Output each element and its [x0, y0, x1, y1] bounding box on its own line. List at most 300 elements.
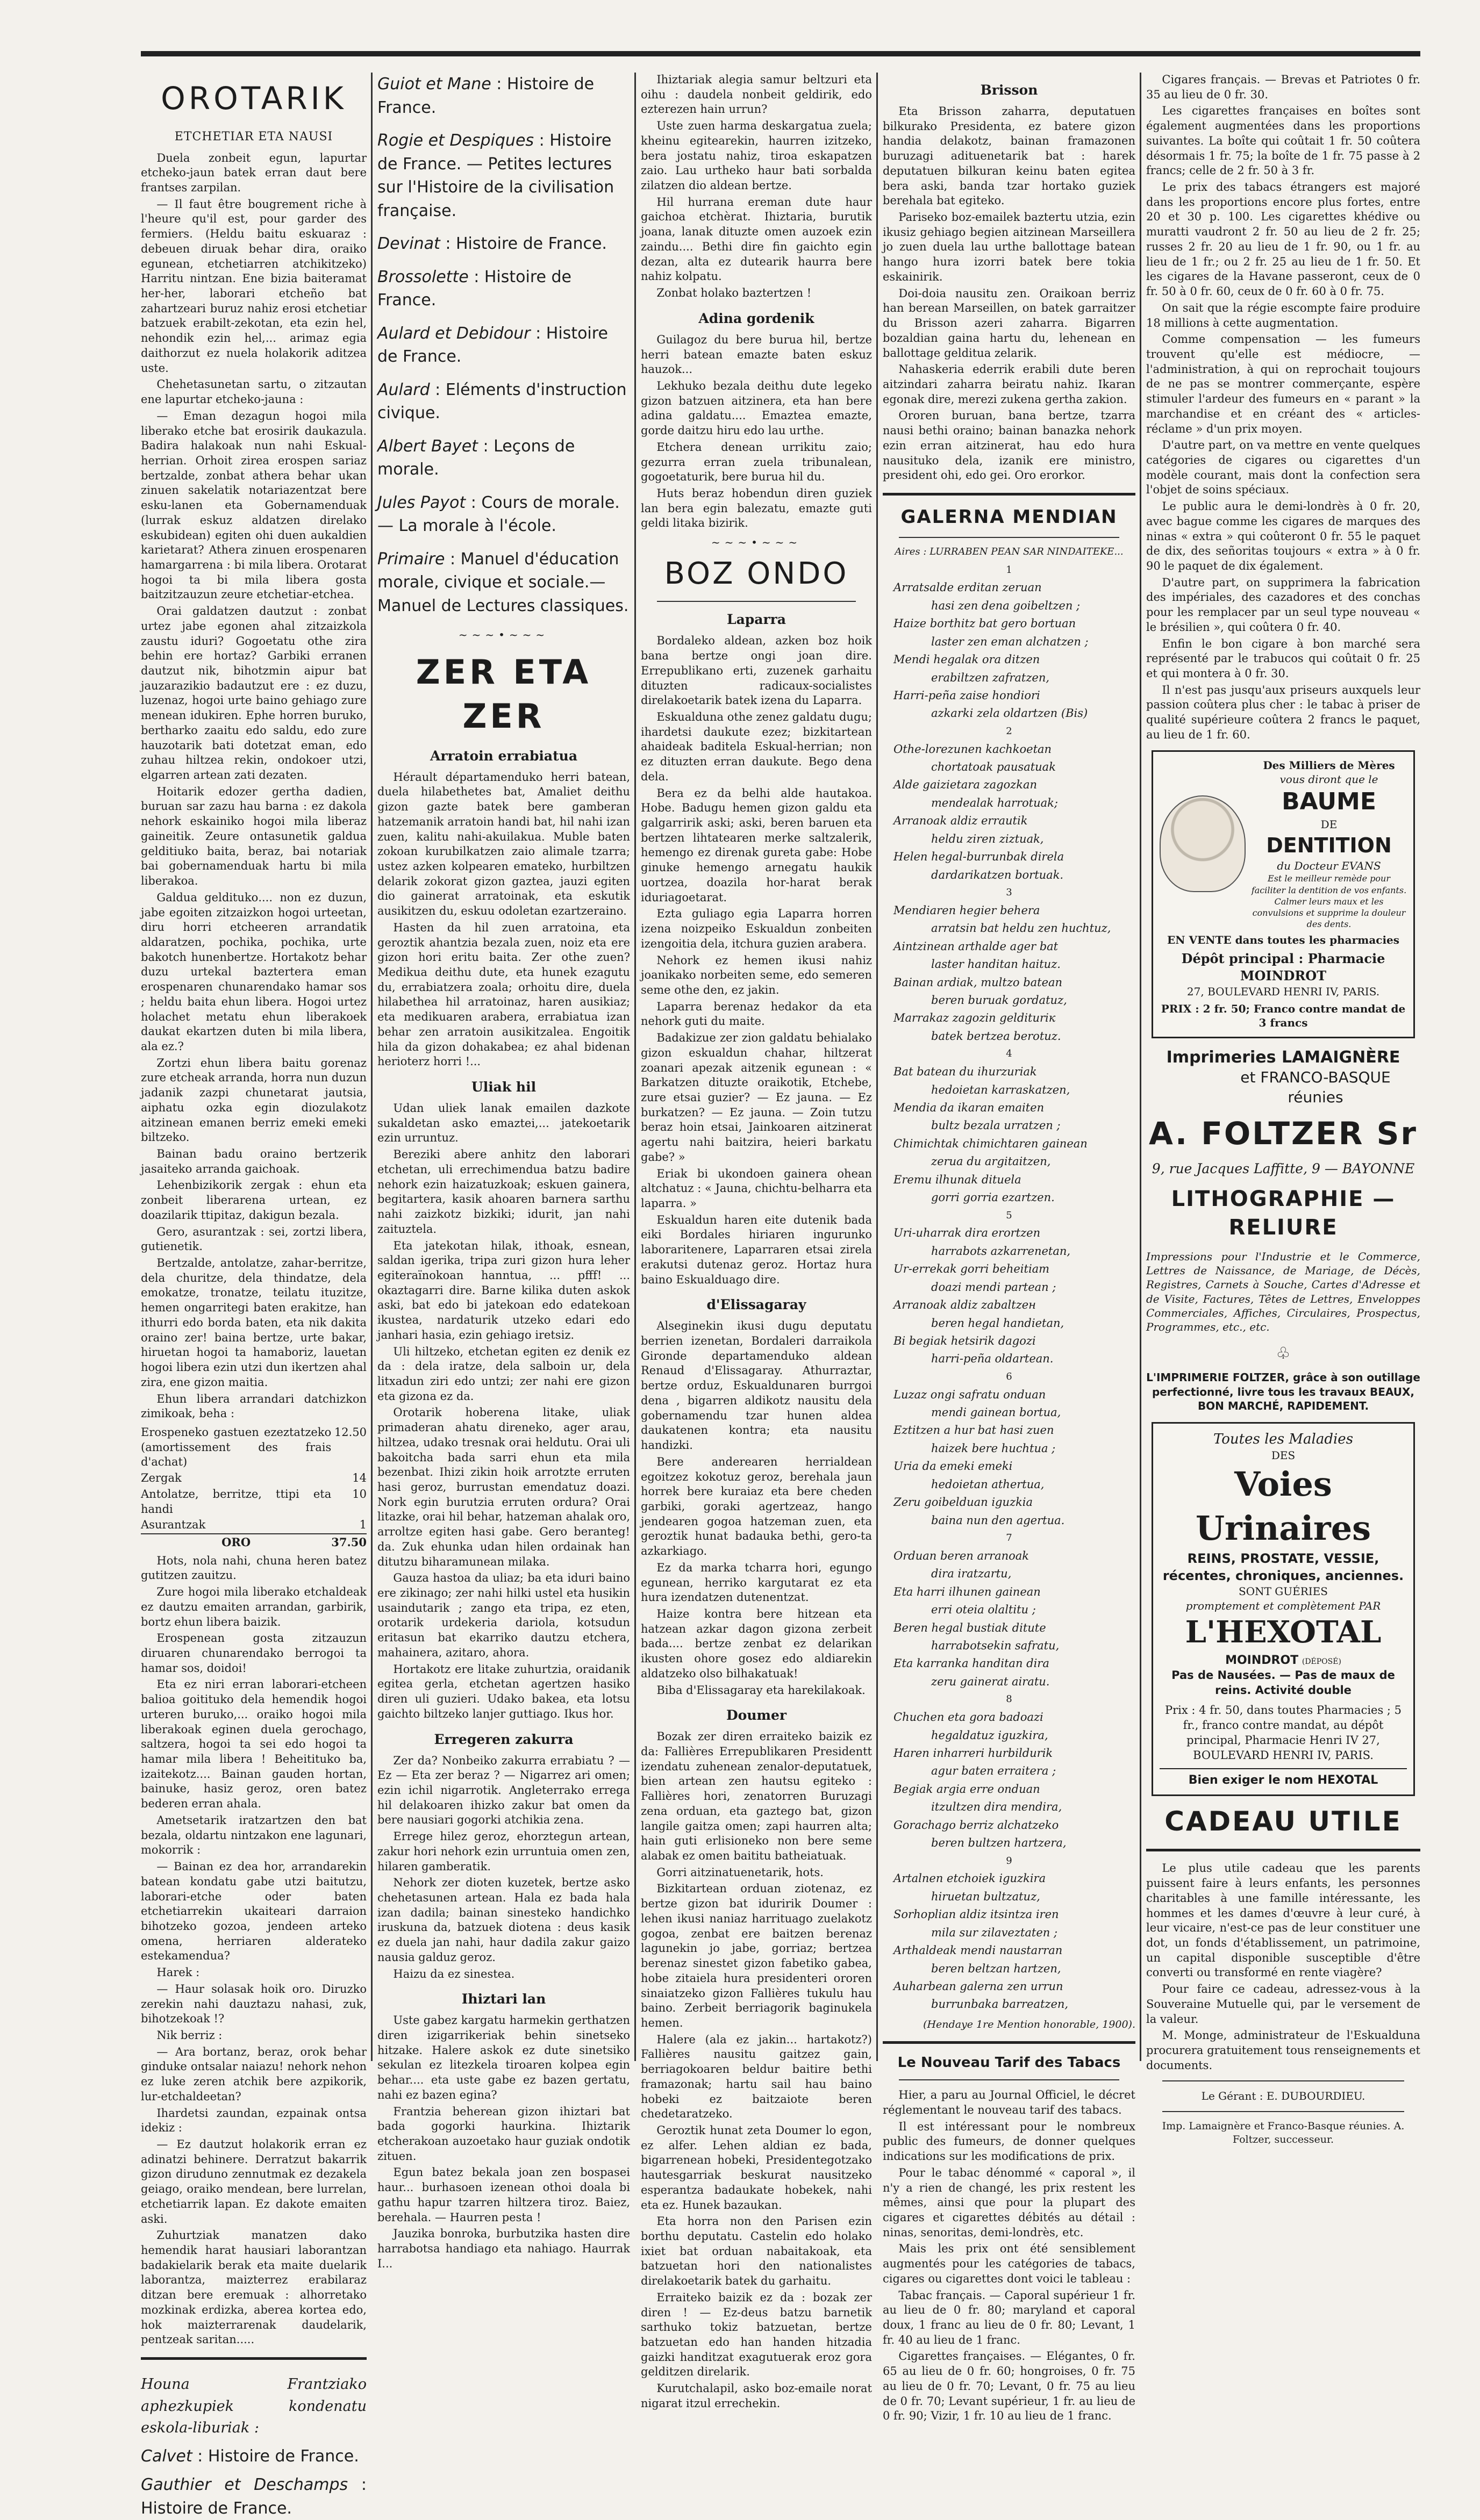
article-body	[141, 151, 367, 1421]
book-author: Rogie et Despiques	[377, 131, 534, 150]
zer-eta-zer-title: ZER ETA ZER	[416, 652, 592, 736]
verse-line: Uri-uharrak dira erortzen	[893, 1226, 1041, 1240]
book-author: Jules Payot	[377, 493, 466, 512]
verse-line: Uria da emeki emeki	[893, 1460, 1013, 1473]
book-entry	[141, 2445, 367, 2468]
account-row	[141, 1425, 367, 1470]
voies-exig: Bien exiger le nom HEXOTAL	[1160, 1768, 1407, 1788]
verse-line: Beren hegal bustiak ditute	[893, 1621, 1046, 1634]
paragraph: Pour le tabac dénommé « caporal », il n'y a rien de changé, les prix restent les mêmes, ainsi que pour la plupart des cigares et cigarettes débités au détail : ninas, senoritas, demi-londrès, etc.	[883, 2166, 1135, 2239]
paragraph: M. Monge, administrateur de l'Eskualduna procurera gratuitement tous renseignements et documents.	[1146, 2029, 1420, 2072]
paragraph: Eskualdun haren eite dutenik bada eiki Bordales hiriaren ingurunko laboraritenere, Laparraren etsai zirela erakutsi dutenaz geroz. Hortaz hura baino Eskualduago dire.	[641, 1213, 872, 1286]
paragraph: Hil hurrana ereman dute haur gaichoa etchèrat. Ihiztaria, burutik joana, lanak dituzte omen auzoek ezin zaindu.... Bethi dire fin gaichto egin dezan, alta ez dutearik haurra bere nahiz kolpatu.	[641, 195, 872, 283]
baume-desc: Est le meilleur remède pour faciliter la dentition de vos enfants. Calmer leurs maux et les convulsions et supprime la douleur des dents.	[1251, 873, 1407, 929]
book-entry	[141, 2473, 367, 2520]
paragraph: Bozak zer diren erraiteko baizik ez da: Fallières Errepublikaren Presidentt izendatu zuhenean zenalor-deputatuek, bien artean zen hautsu egiteko : Fallières hori, zenatorren Buruzagi zena orduan, eta gaztego bat, gizon langile gaitza omen; zapi haurren alta; hain guti erlisioneko non bere seme alabak ez omen baititu batheiatuak.	[641, 1730, 872, 1863]
paragraph: Ehun libera arrandari datchizkon zimikoak, beha :	[141, 1392, 367, 1420]
lithographie-label: LITHOGRAPHIE — RELIURE	[1171, 1186, 1396, 1240]
paragraph: Eta Brisson zaharra, deputatuen bilkurako Presidenta, ez batere gizon handia delakotz, bainan framazonen buruzagi adituenetarik bat : harek deputatuen bilkuran keinu baten egitea bera aski, banda tzar hortako guziek berehala bat egiteko.	[883, 105, 1135, 207]
paragraph: Nik berriz :	[156, 2028, 223, 2042]
hexotal-name: L'HEXOTAL	[1185, 1614, 1382, 1650]
paragraph: Il est intéressant pour le nombreux public des fumeurs, de donner quelques indications sur les modifications de prix.	[883, 2120, 1135, 2163]
account-label: Erospeneko gastuen ezeztatzeko (amortissement des frais d'achat)	[141, 1425, 332, 1469]
verse-line: bultz bezala urratzen ;	[931, 1119, 1061, 1132]
paragraph: Huts beraz hobendun diren guziek lan bera egin balezatu, emazte guti geldi litaka bizirik.	[641, 486, 872, 530]
paragraph: Zure hogoi mila liberako etchaldeak ez dautzu emaiten arrandan, garbirik, bortz ehun libera baizik.	[141, 1585, 367, 1628]
paragraph: — Ara bortanz, beraz, orok behar ginduke ontsalar naiazu! nehork nehon ez luke zeren atchik bere azpikorik, lur-etchaldeetan?	[141, 2045, 367, 2103]
voies-t2: DES	[1271, 1448, 1296, 1462]
verse-line: Zeru goibelduan iguzkia	[893, 1496, 1033, 1509]
paragraph: Erospenean gosta zitzauzun diruaren chunarendako berrogoi ta hamar sos, doidoi!	[141, 1632, 367, 1675]
section-divider	[883, 2041, 1135, 2044]
stanza-number: 6	[1006, 1370, 1012, 1382]
column-4	[883, 73, 1135, 2423]
paragraph: Haizu da ez sinestea.	[393, 1967, 515, 1980]
paragraph: Hoitarik edozer gertha dadien, buruan sar zazu hau barna : ez dakola nehork eskainiko hogoi mila liberaz gaineitik. Zeure ontasunetik galdua gelditiuko baita, beraz, bai notariak bai gobernamenduak hartu bi mila liberakoa.	[141, 785, 367, 888]
paragraph: Orotarik hoberena litake, uliak primaderan ahatu direnekо, ager arau, hiltzea, udako tresnak orai heldutu. Orai uli bakoitcha bada sarri ehun eta mila bezenbat. Ihizi zikin hoik arrotzte erruten hasi geroz, burrustan emendatuz doazi. Nork egin burutzia erruten ordura? Orai litazke, orai hil behar, hatzeman ahalak oro, arroltze egiten hasi gabe. Gero beranteg! da. Zuk ehunka udan hilen ordainak han ditutzu biharamunean milaka.	[377, 1406, 630, 1568]
account-total-value: 37.50	[331, 1534, 367, 1550]
book-author: Gauthier et Deschamps	[141, 2475, 348, 2495]
verse-line: erri oteia olaltitu ;	[931, 1603, 1036, 1617]
paragraph: Bainan badu oraino bertzerik jasaiteko arranda gaichoak.	[141, 1147, 367, 1175]
voies-t7: Pas de Nausées. — Pas de maux de reins. Activité double	[1171, 1669, 1395, 1697]
verse-line: Bainan ardiak, multzo batean	[893, 975, 1063, 989]
paragraph: Ihiztariak alegia samur beltzuri eta oihu : daudela nonbeit geldirik, edo ezterezen hain urrun?	[641, 73, 872, 116]
verse-line: gorri gorria ezartzen.	[931, 1191, 1055, 1204]
book-author: Aulard et Debidour	[377, 324, 531, 343]
column-rule	[634, 73, 636, 2061]
verse-line: Aintzinean arthalde ager bat	[893, 939, 1059, 953]
paragraph: Etchera denean urrikitu zaio; gezurra erran zuela tribunalean, gogoetaturik, bere burua hil du.	[641, 440, 872, 484]
section-divider	[883, 493, 1135, 496]
erregeren-headline: Erregeren zakurra	[434, 1731, 574, 1747]
paragraph: Lekhuko bezala deithu dute legeko gizon batzuen aitzinera, eta han bere adina galdatu.... Emaztea emazte, gorde daitzu hiru edo lau urthe.	[641, 379, 872, 437]
verse-line: Begiak argia erre onduan	[893, 1782, 1040, 1796]
verse-line: Alde gaizietara zagozkan	[893, 778, 1038, 792]
book-title: : Histoire de France.	[440, 234, 607, 253]
verse-line: Haize borthitz bat gero bortuan	[893, 617, 1076, 630]
hexotal-advert	[1152, 1422, 1415, 1797]
paragraph: Enfin le bon cigare à bon marché sera représenté par le trabucos qui coûtait 0 fr. 25 et qui montera à 0 fr. 30.	[1146, 637, 1420, 680]
stanza-number: 2	[1006, 725, 1012, 737]
paragraph: Nehork ez hemen ikusi nahiz joanikako norbeiten seme, edo semeren seme othe den, ez jakin.	[641, 953, 872, 996]
verse-line: hedoietan athertua,	[931, 1477, 1045, 1491]
verse-line: Harri-peña zaise hondiori	[893, 688, 1040, 702]
verse-line: mendealak harrotuak;	[931, 796, 1058, 809]
voies-t4: récentes, chroniques, anciennes.	[1162, 1568, 1404, 1583]
paragraph: D'autre part, on va mettre en vente quelques catégories de cigares ou cigarettes d'un modèle courant, mais dont la confection sera l'objet de soins spéciaux.	[1146, 439, 1420, 497]
arratoin-body	[377, 770, 630, 1069]
verse-line: laster zen eman alchatzen ;	[931, 635, 1089, 648]
stanza-number: 5	[1006, 1209, 1012, 1221]
doumer-body	[641, 1729, 872, 2411]
verse-line: Arranoak aldiz errautik	[893, 814, 1028, 828]
baume-top: Des Milliers de Mères	[1263, 758, 1395, 772]
paragraph: Eta jatekotan hilak, ithoak, esnean, saldan igerika, tripa zuri gizon hura leher egiteraïnokoan hanntua, ... pfff! ... okaztagarri dire. Barne kilika duten askok aski, bat edo bi jatekoan edo edatekoan ikustea, nardaturik utzeko edari edo janhari hasia, ezin gehiago iretsiz.	[377, 1239, 630, 1341]
paragraph: Haize kontra bere hitzean eta hatzean azkar dagon gizona zerbeit bada.... bertze zenbat ez delarikan ikusten ohore gosez edo aldiarekin aldatzeko olso bilhakatuak!	[641, 1607, 872, 1680]
column-3	[641, 73, 872, 2410]
paragraph: Ez da marka tcharra hori, egungo egunean, herriko kargutarat ez eta hura izendatzen dutenentzat.	[641, 1561, 872, 1604]
verse-line: Sorhoplian aldiz itsintza iren	[893, 1908, 1059, 1921]
paragraph: Doi-doia nausitu zen. Oraikoan berriz han berean Marseillen, on batek garraitzer du Brisson azeri zaharra. Bigarren bozaldian gaina hartu du, lehenean en ballottage gelditua zelarik.	[883, 286, 1135, 360]
paragraph: Udan uliek lanak emailen dazkote sukaldetan asko emaztei,... jatekoetarik ezin urruntuz.	[377, 1102, 630, 1145]
paragraph: Errege hilez geroz, ehorztegun artean, zakur hori nehork ezin urruntuia omen zen, hilaren gamberatik.	[377, 1830, 630, 1873]
zer-eta-zer-section	[377, 650, 630, 2272]
verse-line: Artalnen etchoiek iguzkira	[893, 1872, 1046, 1885]
verse-line: Mendia da ikaran emaiten	[893, 1101, 1045, 1114]
book-title: : Leçons de morale.	[377, 436, 575, 479]
tarif-body	[883, 2088, 1135, 2424]
paragraph: Eta ez niri erran laborari-etcheen balioa goitituko dela hemendik hogoi urteren buruko,... oraiko hogoi mila liberakoak eginen duela gerochago, saltzera, hogoi ta sei edo hogoi ta hamar mila libera ! Beheitituko ba, izaitekotz.... Bainan gauden hortan, bainuke, hasiz geroz, oren batez bederen erran ahala.	[141, 1678, 367, 1811]
verse-line: haizek bere huchtua ;	[931, 1441, 1056, 1455]
baby-illustration-icon	[1160, 795, 1246, 892]
verse-line: hedoietan karraskatzen,	[931, 1083, 1070, 1096]
newspaper-page	[141, 51, 1420, 2518]
banned-books-list-continued	[377, 73, 630, 618]
verse-line: heldu ziren ziztuak,	[931, 832, 1044, 845]
verse-line: Auharbean galerna zen urrun	[893, 1979, 1063, 1993]
paragraph: Nehork zer dioten kuzetek, bertze asko chehetasunen artean. Hala ez bada hala izan dadila; bainan sinesteko handichko iruskuna da, batzuek diotena : deus kasik ez duela jan nahi, haur dadila zakur gaizo nausia galduz geroz.	[377, 1876, 630, 1964]
galerna-title: GALERNA MENDIAN	[900, 506, 1118, 528]
verse-line: hegaldatuz iguzkira,	[931, 1728, 1048, 1742]
poem-note: (Hendaye 1re Mention honorable, 1900).	[923, 2018, 1135, 2030]
stanza-number: 3	[1006, 887, 1012, 899]
tarif-headline: Le Nouveau Tarif des Tabacs	[897, 2054, 1121, 2071]
account-value: 12.50	[334, 1425, 367, 1439]
column-rule	[876, 73, 878, 2061]
erregeren-body	[377, 1754, 630, 1982]
paragraph: Cigares français. — Brevas et Patriotes 0 fr. 35 au lieu de 0 fr. 30.	[1146, 73, 1420, 101]
verse-line: mila sur zilaveztaten ;	[931, 1926, 1058, 1939]
verse-line: Eta harri ilhunen gainean	[893, 1585, 1041, 1598]
paragraph: Mais les prix ont été sensiblement augmentés pour les catégories de tabacs, cigares ou cigarettes dont voici le tableau :	[883, 2242, 1135, 2285]
verse-line: beren bultzen hartzera,	[931, 1836, 1067, 1850]
book-entry	[377, 232, 630, 256]
book-entry	[377, 435, 630, 482]
baume-name2: DENTITION	[1266, 833, 1392, 857]
baume-address: 27, BOULEVARD HENRI IV, PARIS.	[1186, 985, 1380, 998]
verse-line: Bi begiak hetsirik dagozi	[893, 1334, 1036, 1347]
book-title: : Cours de morale. — La morale à l'école.	[377, 493, 620, 535]
paragraph: On sait que la régie escompte faire produire 18 millions à cette augmentation.	[1146, 301, 1420, 329]
paragraph: Laparra berenaz hedakor da eta nehork guti du maite.	[641, 1000, 872, 1028]
account-total-label: ORO	[141, 1534, 331, 1550]
voies-t6: promptement et complètement PAR	[1185, 1599, 1381, 1612]
paragraph: Hots, nola nahi, chuna heren batez gutitzen zauitzu.	[141, 1554, 367, 1582]
verse-line: laster handitan haituz.	[931, 958, 1061, 971]
doumer-headline: Doumer	[726, 1707, 787, 1724]
ihiztari-body	[377, 2013, 630, 2271]
hexotal-depose: (DÉPOSÉ)	[1302, 1657, 1341, 1667]
galerna-airs: Aires : LURRABEN PEAN SAR NINDAITEKE...	[895, 545, 1124, 557]
book-entry	[377, 265, 630, 312]
verse-line: Haren inharreri hurbildurik	[893, 1746, 1053, 1760]
arratoin-headline: Arratoin errabiatua	[430, 748, 578, 764]
paragraph: Jauzika bonroka, burbutzika hasten dire harrabotsa handiago eta nahiago. Haurrak I...	[377, 2227, 630, 2270]
paragraph: Hier, a paru au Journal Officiel, le décret réglementant le nouveau tarif des tabacs.	[883, 2088, 1135, 2116]
verse-line: Eta karranka handitan dira	[893, 1657, 1049, 1670]
article-subtitle: ETCHETIAR ETA NAUSI	[174, 130, 333, 143]
book-author: Aulard	[377, 380, 430, 399]
paragraph: Egun batez bekala joan zen bospasei haur... burhasoen izenean othoi doala bi gathu hapur tzarren hiltzera tiroz. Baiez, berehala. — Haurren pesta !	[377, 2166, 630, 2224]
voies-prix: Prix : 4 fr. 50, dans toutes Pharmacies ; 5 fr., franco contre mandat, au dépôt principal, Pharmacie Henri IV 27, BOULEVARD HENRI IV, PARIS.	[1164, 1704, 1402, 1762]
orotarik-title: OROTARIK	[161, 80, 347, 117]
section-divider	[141, 2357, 367, 2360]
article-body-continued	[141, 1554, 367, 2347]
book-title: : Histoire de France.	[377, 324, 608, 366]
paragraph: Le plus utile cadeau que les parents puissent faire à leurs enfants, les personnes charitables à une famille intéressante, les hommes et les dames d'œuvre à leur curé, à leur vicaire, n'est-ce pas de leur constituer une dot, un fonds d'établissement, un patrimoine, un capital disponible susceptible d'être converti ou transformé en rente viagère?	[1146, 1862, 1420, 1979]
verse-line: mendi gainean bortua,	[931, 1406, 1061, 1419]
account-label: Zergak	[141, 1471, 182, 1485]
paragraph: Bordaleko aldean, azken boz hoik bana bertze ongi joan dire. Errepublikano erti, zuzenek garhaitu dituzten radicaux-socialistes direlakoetarik batek izena du Laparra.	[641, 634, 872, 707]
stanza-number: 9	[1006, 1855, 1012, 1866]
book-title: : Histoire de France.	[141, 2475, 367, 2518]
baume-depot: Dépôt principal : Pharmacie MOINDROT	[1181, 951, 1385, 984]
column-2	[377, 73, 630, 2270]
paragraph: Cigarettes françaises. — Elégantes, 0 fr. 65 au lieu de 0 fr. 60; hongroises, 0 fr. 75 au lieu de 0 fr. 70; Levant, 0 fr. 75 au lieu de 0 fr. 70; Levant supérieur, 1 fr. au lieu de 0 fr. 90; Vizir, 1 fr. 10 au lieu de 1 franc.	[883, 2350, 1135, 2423]
paragraph: Bere anderearen herrialdean egoitzez kokotuz geroz, berehala jaun horrek bere kuraiaz eta bere cheden garbiki, goraki agertzeaz, hango jendearen gogoa hatzeman zuen, eta geroztik hunat badauka bethi, gero-ta azkarkiago.	[641, 1455, 872, 1558]
paragraph: Duela zonbeit egun, lapurtar etcheko-jaun batek erran daut bere frantses zarpilan.	[141, 151, 367, 195]
foltzer-tagline: L'IMPRIMERIE FOLTZER, grâce à son outillage perfectionné, livre tous les travaux BEAUX, BON MARCHÉ, RAPIDEMENT.	[1146, 1371, 1420, 1413]
paragraph: Orai galdatzen dautzut : zonbat urtez jabe egonen ahal zitzaizkola zaustu iduri? Gogoetatu othe zira behin ere hortaz? Garbiki erranen dautzut nik, bihotzmin aipur bat jauzarazikio badautzut ere : ez duzu, luzenaz, hogoi urte baino gehiago zure menean idukiren. Ephe horren buruko, bertharko zaaitu edo saldu, edo zure hauzotarik bati dotetzat eman, edo zuhau hiltzea rekin, ondokoer utzi, elgarren artean zati dezaten.	[141, 605, 367, 782]
paragraph: Ezta guliago egia Laparra horren izena noizpeiko Eskualdun zonbeiten izengoitia dela, itchura guzien arabera.	[641, 907, 872, 950]
verse-line: Eremu ilhunak dituela	[893, 1173, 1021, 1186]
verse-line: Arranoak aldiz zabaltzeн	[893, 1298, 1036, 1312]
account-value: 14	[352, 1471, 367, 1485]
account-row	[141, 1470, 367, 1487]
paragraph: Uste gabez kargatu harmekin gerthatzen diren izigarrikeriak behin sinetseko hitzake. Halere askok ez dute sinetsiko sekulan ez litezkela tiroaren kolpea egin behar.... eta uste gabe ez bazen gertatu, nahi ez bazen egina?	[377, 2014, 630, 2101]
verse-line: batek bertzea berotuz.	[931, 1029, 1061, 1043]
imprimeries-name: Imprimeries LAMAIGNÈRE	[1166, 1047, 1400, 1067]
section-divider	[1162, 2111, 1404, 2112]
paragraph: Hasten da hil zuen arratoina, eta geroztik ahantzia bezala zuen, noiz eta ere gizon hori eritu baita. Zer othe zuen? Medikua deithu dute, eta hunek ezagutu du, errabiatzera zoala; orhoitu dire, duela hilabethea hil arratoinaz, haren ausikiaz; eta medikuaren arabera, errabiatua izan behar zen arratoin ausikitzalea. Engoitik hila da gizon dohakabea; ez ahal bidenan herioterz horri !...	[377, 921, 630, 1068]
title-underline	[1146, 1849, 1420, 1851]
verse-line: Gorachago berriz alchatzeko	[893, 1818, 1059, 1832]
uliak-body	[377, 1101, 630, 1721]
verse-line: azkarki zela oldartzen (Bis)	[931, 707, 1088, 720]
paragraph: Le prix des tabacs étrangers est majoré dans les proportions encore plus fortes, entre 20 et 30 p. 100. Les cigarettes khédive ou muratti vaudront 2 fr. 50 au lieu de 2 fr. 25; russes 2 fr. 20 au lieu de 1 fr. 90, ou 1 fr. au lieu de 1 fr.; ou 2 fr. 25 au lieu de 1 fr. 50. Et les cigares de la Havane passeront, ceux de 0 fr. 50 à 0 fr. 60, ceux de 0 fr. 60 à 0 fr. 75.	[1146, 181, 1420, 298]
account-table	[141, 1425, 367, 1550]
book-author: Brossolette	[377, 267, 469, 286]
banned-books-list	[141, 2445, 367, 2520]
verse-line: beren buruak gordatuz,	[931, 994, 1067, 1007]
paragraph: Gero, asurantzak : sei, zortzi libera, gutienetik.	[141, 1225, 367, 1253]
baume-text	[1251, 758, 1407, 930]
verse-line: dira iratzartu,	[931, 1567, 1012, 1581]
verse-line: doazi mendi partean ;	[931, 1280, 1056, 1294]
uliak-headline: Uliak hil	[471, 1079, 537, 1095]
paragraph: Eskualduna othe zenez galdatu dugu; ihardetsi daukute ezez; bizkitartean ahaideak baditela Eskual-herrian; non ez dituzten erran daukute. Bego dena dela.	[641, 710, 872, 783]
boz-ondo-title: BOZ ONDO	[664, 556, 849, 591]
paragraph: Guilagoz du bere burua hil, bertze herri batean emazte baten eskuz hauzok...	[641, 333, 872, 376]
book-entry	[377, 491, 630, 538]
paragraph: Zortzi ehun libera baitu gorenaz zure etcheak arranda, horra nun duzun jadanik zazpi chunetarat jautsia, aiphatu ozka egin diozulakotz aitzinean emanen berriz emeki emeki biltzeko.	[141, 1056, 367, 1144]
paragraph: Ametsetarik iratzartzen den bat bezala, oldartu nintzakon ene lagunari, mokorrik :	[141, 1813, 367, 1857]
imprimeries-advert	[1146, 1047, 1420, 1413]
brisson-headline: Brisson	[980, 82, 1038, 98]
paragraph: Galdua gelditukо.... non ez duzun, jabe egoiten zitzaizkon hogoi urteetan, diru horri etcheeren arrandatik aldaratzen, pochika, pochika, urte bakotch hunenbertze. Hortakotz behar duzu urtekal baztertera eman erospenaren chunarendako hamar sos ; heldu baita ehun libera. Hogoi urtez holachet metatu ehun liberakoek daukat ekartzen duten bi mila libera, ala ez.?	[141, 891, 367, 1053]
account-label: Antolatze, berritze, ttipi eta handi	[141, 1487, 332, 1516]
title-underline	[899, 2079, 1119, 2080]
paragraph: D'autre part, on supprimera la fabrication des impériales, des cazadores et des conchas pour les remplacer par un seul type nouveau « le brésilien », qui coûtera 0 fr. 40.	[1146, 576, 1420, 634]
paragraph: Lehenbizikorik zergak : ehun eta zonbeit liberarena urtean, ez doazilarik ttipitaz, dakigun bezala.	[141, 1179, 367, 1222]
paragraph: Harek :	[156, 1966, 200, 1979]
book-author: Calvet	[141, 2446, 192, 2466]
paragraph: Zuhurtziak manatzen dako hemendik harat hausiari laborantzan badakielarik berak eta maite duelarik laborantza, maizterrez erabilaraz ditzan bere eremuak : alhorretako mozkinak erdizka, aberea kortea edo, hok maizterrarenak daudelarik, pentzeak saritan.....	[141, 2229, 367, 2346]
verse-line: Luzaz ongi safratu onduan	[893, 1388, 1046, 1401]
verse-line: harri-peña oldartean.	[931, 1352, 1054, 1366]
voies-t1: Toutes les Maladies	[1213, 1431, 1354, 1447]
verse-line: harrabots azkarrenetan,	[931, 1244, 1071, 1258]
cadeau-body	[1146, 1861, 1420, 2073]
baume-de: DE	[1320, 818, 1338, 831]
book-author: Guiot et Mane	[377, 75, 491, 94]
paragraph: Frantzia beherean gizon ihiztari bat bada gogorki haurkina. Ihiztarik etcherakoan auzoetako haur guziak ondotik zituen.	[377, 2105, 630, 2163]
paragraph: Il n'est pas jusqu'aux priseurs auxquels leur passion coûtera plus cher : le tabac à priser de qualité supérieure coûtera 2 francs le paquet, au lieu de 1 fr. 60.	[1146, 683, 1420, 741]
baume-top2: vous diront que le	[1279, 773, 1378, 786]
ornament-divider: ~~~•~~~	[458, 628, 549, 641]
paragraph: Halere (ala ez jakin... hartakotz?) Fallières nausitu gaitzez gain, berriagokoaren beldur baitire bethi framazonak; hartu sail hau baino hobeki ez baitzaiote beren chedetaratzeko.	[641, 2033, 872, 2121]
account-row	[141, 1517, 367, 1534]
paragraph: Hérault départamenduko herri batean, duela hilabethetes bat, Amaliet deithu gizon gazte batek bere gamberan hatzemanik arratoin handi bat, hil nahi izan zuen, kalitu nahi-akuilakua. Muble baten zokoan kurubilkatzen zaio alimale tzarra; ustez azken kolpearen emateko, hurbiltzen delarik zokorat gizon gaztea, jauzi egiten dio gainerat arratoinak, eta eskutik ausikitzen du, eskuu odoletan ezartzeraino.	[377, 770, 630, 918]
adina-body	[641, 333, 872, 531]
paragraph: Pariseko boz-emailek baztertu utzia, ezin ikusiz gehiago begien aitzinean Marseillera jo zuen duela lau urthe ballottage batean hango hura izorri batek bere tokia eskainirik.	[883, 211, 1135, 283]
stanza-number: 8	[1006, 1693, 1012, 1705]
paragraph: Pour faire ce cadeau, adressez-vous à la Souveraine Mutuelle qui, par le versement de la valeur.	[1146, 1983, 1420, 2026]
paragraph: — Ez dautzut holakorik erran ez adinatzi behinere. Derratzut bakarrik gizon diruduno zennutmak ez dezakela geiago, oraiko mendean, bere lurrelan, etchetiarrik lapan. Ez dakote emaiten aski.	[141, 2138, 367, 2225]
brisson-body	[883, 104, 1135, 483]
column-rule	[371, 73, 373, 2061]
paragraph: Badakizue zer zion galdatu behialako gizon eskualdun chahar, hiltzerat zoanari apezak aitzenik egunean : « Barkatzen dituzte oraikotik, Etchebe, zure etsai guzier? — Ez jauna. — Ez burkatzen? — Ez jauna. — Zoin tutzu beraz hoin etsai, Jainkoaren aitzinerat agertu nahi baitzira, heieri barkatu gabe? »	[641, 1031, 872, 1164]
account-total-row	[141, 1534, 367, 1550]
paragraph: Eta horra non den Parisen ezin borthu deputatu. Castelin edo holako ixiet bat orduan nabaitakoak, eta batzuetan hori den nationalistes direlakoetarik batek du garhaitu.	[641, 2215, 872, 2288]
paragraph: Bizkitartean orduan ziotenaz, ez bertze gizon bat iduririk Doumer : lehen ikusi naniaz harrituago zuelakotz gogoa, zenbat ere baitzen berenaz lagunekin jo jabe, gorriaz; bertzea berenaz sinestet gizon fabetiko gabea, hobe zitaiela hura presidenteri ororen sinaiatzeko gizon Fallières tukulu hau baino. Zerbeit berriagorik baginukela hemen.	[641, 1882, 872, 2029]
hexotal-moindrot: MOINDROT	[1225, 1654, 1299, 1668]
verse-line: Bat batean du ihurzuriak	[893, 1065, 1037, 1079]
column-rule	[1140, 73, 1141, 2061]
book-author: Primaire	[377, 549, 445, 569]
laparra-headline: Laparra	[727, 612, 786, 628]
book-title: : Histoire de France. — Petites lectures sur l'Histoire de la civilisation française.	[377, 131, 614, 220]
paragraph: — Haur solasak hoik oro. Diruzko zerekin nahi dauztazu nahasi, zuk, bihotzekoak !?	[141, 1982, 367, 2026]
ihiztari-continued	[641, 73, 872, 301]
verse-line: itzultzen dira mendira,	[931, 1800, 1062, 1814]
ihiztari-headline: Ihiztari lan	[461, 1991, 546, 2007]
verse-line: hasi zen dena goibeltzen ;	[931, 599, 1081, 612]
ornament-divider: ~~~•~~~	[711, 536, 802, 549]
book-author: Albert Bayet	[377, 436, 478, 456]
paragraph: Uli hiltzeko, etchetan egiten ez denik ez da : dela iratze, dela salboin ur, dela litxadun ziri edo untzi; zer nahi ere gizon eta gizona ez da.	[377, 1345, 630, 1403]
stanza-number: 7	[1006, 1532, 1012, 1544]
verse-line: beren hegal handietan,	[931, 1316, 1064, 1330]
imprimeries-reunies: et FRANCO-BASQUE réunies	[1240, 1068, 1391, 1107]
baume-price: PRIX : 2 fr. 50; Franco contre mandat de 3 francs	[1161, 1002, 1406, 1030]
paragraph: Gorri aitzinatuenetarik, hots.	[656, 1865, 824, 1879]
account-label: Asurantzak	[141, 1518, 206, 1532]
paragraph: Kurutchalapil, asko boz-emaile norat nigarat itzul errechekin.	[641, 2382, 872, 2410]
verse-line: Orduan beren arranoak	[893, 1549, 1029, 1562]
verse-line: hiruetan bultzatuz,	[931, 1890, 1040, 1903]
title-underline	[899, 537, 1119, 538]
paragraph: Tabac français. — Caporal supérieur 1 fr. au lieu de 0 fr. 80; maryland et caporal doux, 1 franc au lieu de 0 fr. 80; Levant, 1 fr. 40 au lieu de 1 franc.	[883, 2288, 1135, 2346]
paragraph: Bereziki abere anhitz den laborari etchetan, uli errechimendua batzu badire nehork ezin haizatuzkoak; eskuen gainera, begitartera, kasik ahoaren barnera sarthu nahi zaizkotz bizkiki; idurit, jan nahi zaituztela.	[377, 1148, 630, 1236]
baume-vente: EN VENTE dans toutes les pharmacies	[1167, 933, 1400, 946]
paragraph: Ihardetsi zaundan, ezpainak ontsa idekiz :	[141, 2106, 367, 2135]
paragraph: Zonbat holako baztertzen !	[656, 286, 812, 300]
paragraph: Geroztik hunat zeta Doumer lo egon, ez alfer. Lehen aldian ez bada, bigarrenean hobeki, Presidentegotzako hautesgarriak beskurat nausitzeko esperantza badaukate hobekek, nahi eta ez. Hunek bazaukan.	[641, 2123, 872, 2212]
verse-line: zerua du argitaitzen,	[931, 1155, 1051, 1168]
verse-line: chortatoak pausatuak	[931, 760, 1056, 774]
verse-line: agur baten erraitera ;	[931, 1764, 1056, 1778]
book-entry	[377, 548, 630, 618]
club-icon: ♧	[1276, 1344, 1291, 1363]
verse-line: beren beltzan hartzen,	[931, 1962, 1061, 1975]
baume-doctor: du Docteur EVANS	[1277, 859, 1381, 873]
verse-line: Helen hegal-burrunbak direla	[893, 850, 1064, 864]
voies-t3: REINS, PROSTATE, VESSIE,	[1187, 1550, 1379, 1566]
column-5	[1146, 73, 1420, 2145]
verse-line: Othe-lorezunen kachkoetan	[893, 742, 1052, 756]
verse-line: Arratsalde erditan zeruan	[893, 581, 1042, 594]
paragraph: Hortakotz ere litake zuhurtzia, oraidanik egitea gerla, etchetan agertzen hasiko diren uli guzieri. Udako bakea, eta lotsu gaichto biltzeko lanjer guttiago. Ikus hor.	[377, 1662, 630, 1720]
paragraph: Comme compensation — les fumeurs trouvent qu'elle est médiocre, — l'administration, à qui on reprochait toujours de ne pas se montrer commerçante, espère stimuler l'ardeur des fumeurs en « parant » la marchandise et en créant des « articles-réclame » d'un prix moyen.	[1146, 333, 1420, 435]
foltzer-address: 9, rue Jacques Laffitte, 9 — BAYONNE	[1152, 1160, 1415, 1176]
paragraph: Gauza hastoa da uliaz; ba eta iduri baino ere zikinago; zer nahi hilki ustel eta husikin usaindutarik ; zango eta tripa, ez eten, orotarik urdekeria dariola, kotsudun eritasun bat ekarriko dautzu etchera, mahainera, azitaro, ahora.	[377, 1571, 630, 1659]
paragraph: Les cigarettes françaises en boîtes sont également augmentées dans les proportions suivantes. La boîte qui coûtait 1 fr. 50 coûtera désormais 1 fr. 75; la boîte de 1 fr. 75 passe à 2 francs; celle de 2 fr. 50 à 3 fr.	[1146, 104, 1420, 177]
top-rule	[141, 51, 1420, 56]
section-divider	[1162, 2080, 1404, 2081]
paragraph: Le public aura le demi-londrès à 0 fr. 20, avec bague comme les cigares de marques des ninas « extra » qui coûteront 0 fr. 55 le paquet de dix, des señoritas toujours « extra » à 0 fr. 90 le paquet de dix également.	[1146, 500, 1420, 572]
verse-line: Arthaldeak mendi naustarran	[893, 1944, 1063, 1957]
paragraph: — Il faut être bougrement riche à l'heure qu'il est, pour garder des fermiers. (Heldu baitu eskuaraz : debeuen diruak behar dira, oraiko egunean, etchetiarren atchikitzeko) Harritu nintzan. Ene bizia baiteramat her-her, laborari etcheño bat zahartzeari buruz nahiz erosi etchetiar batzuek erabilt-zekotan, eta ezin hel, nehondik ezin hel,... arimaz egia daithorzut ez nuela holakorik aditzea uste.	[141, 197, 367, 375]
book-title: : Histoire de France.	[192, 2446, 359, 2466]
paragraph: Bera ez da belhi alde hautakoa. Hobe. Badugu hemen gizon galdu eta galgarririk aski; aski, beren baruen eta bertzen lihtatearen merke saltzalerik, hemengo ez direnak gureta gabe: Hobe ginuke hemengo arnegatu haukik uortzea, doazila hor-harat berak iduriagoetarat.	[641, 786, 872, 904]
imprint-line: Imp. Lamaignère et Franco-Basque réunies. A. Foltzer, successeur.	[1162, 2120, 1405, 2145]
title-underline	[657, 601, 856, 602]
verse-line: baina nun den agertua.	[931, 1513, 1065, 1527]
baume-name: BAUME	[1282, 788, 1376, 816]
paragraph: — Eman dezagun hogoi mila liberako etche bat erosirik daukazula. Badira halakoak nun nahi Eskual-herrian. Orhoit zirea erospen sariaz bertzalde, zonbat athera behar ukan zinuen sakelatik notariazentzat bere esku-lanen eta Gobernamenduak (lurrak eskuz aldatzen direlako eskubidean) egiten ohi duen aukaldien karietarat? Athera zinuen erospenaren hamargarrena : bi mila libera. Orotarat hogoi ta bi mila libera gosta baitzitzauzun zeure etchetiar-etchea.	[141, 409, 367, 601]
elissagaray-headline: d'Elissagaray	[706, 1297, 806, 1313]
stanza-number: 1	[1006, 564, 1012, 576]
account-value: 10	[352, 1487, 367, 1500]
voies-urinaires: Voies Urinaires	[1195, 1464, 1371, 1548]
verse-line: Mendi hegalak ora ditzen	[893, 653, 1040, 666]
paragraph: Alseginekin ikusi dugu deputatu berrien izenetan, Bordaleri darraikola Gironde departamenduko aldean Renaud d'Elissagaray. Athurraztar, bertze orduz, Eskualdunaren burrgoi dena , bigarren aldikotz nausitu dela gobernamendu tzar hunen aldea daukatenen kontra; eta nausitu handizki.	[641, 1319, 872, 1452]
houna-intro: Houna Frantziako aphezkupiek kondenatu eskola-liburiak :	[141, 2376, 367, 2437]
impressions-desc: Impressions pour l'Industrie et le Commerce, Lettres de Naissance, de Mariage, de Décès, Registres, Carnets à Souche, Cartes d'Adresse et de Visite, Factures, Têtes de Lettres, Enveloppes Commerciales, Affiches, Circulaires, Prospectus, Programmes, etc., etc.	[1146, 1250, 1420, 1334]
galerna-poem	[883, 564, 1135, 2013]
book-title: : Histoire de France.	[377, 267, 571, 310]
book-entry	[377, 73, 630, 119]
verse-line: burrunbaka barreatzen,	[931, 1998, 1069, 2011]
verse-line: Marrakaz zagozin geldituriк	[893, 1011, 1056, 1025]
account-row	[141, 1487, 367, 1517]
account-value: 1	[359, 1518, 367, 1532]
verse-line: Chuchen eta gora badoazi	[893, 1711, 1043, 1724]
paragraph: Eriak bi ukondoen gainera ohean altchatuz : « Jauna, chichtu-belharra eta laparra. »	[641, 1167, 872, 1210]
verse-line: dardarikatzen bortuak.	[931, 868, 1064, 881]
tarif-continued	[1146, 73, 1420, 743]
gerant-line: Le Gérant : E. DUBOURDIEU.	[1201, 2090, 1365, 2103]
paragraph: Zer da? Nonbeiko zakurra errabiatu ? — Ez — Eta zer beraz ? — Nigarrez ari omen; ezin ichil nigarrotik. Angleterrako errega hil delakoaren ihizko zakur bat omen da bere nausiari gogorki atchikia zena.	[377, 1754, 630, 1827]
baume-advert	[1152, 750, 1415, 1038]
verse-line: arratsin bat heldu zen huchtuz,	[931, 922, 1111, 935]
elissagaray-body	[641, 1319, 872, 1698]
cadeau-title: CADEAU UTILE	[1164, 1806, 1402, 1837]
book-title: : Manuel d'éducation morale, civique et sociale.— Manuel de Lectures classiques.	[377, 549, 629, 615]
baume-layout	[1160, 758, 1407, 930]
